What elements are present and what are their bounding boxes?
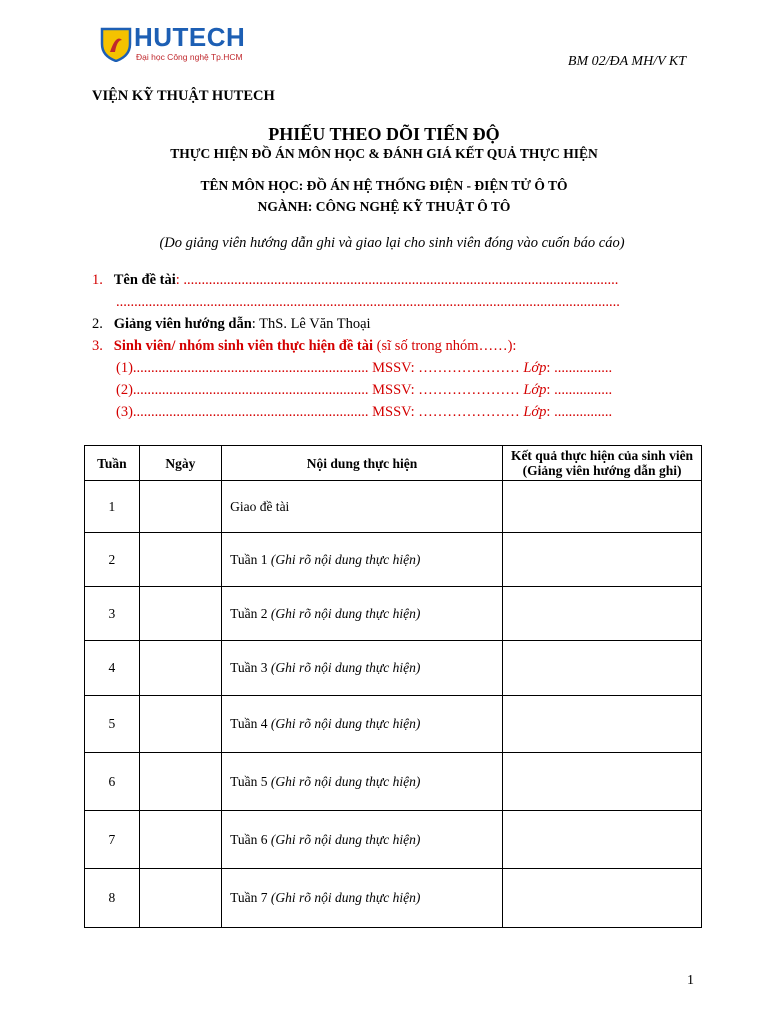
topic-label: Tên đề tài xyxy=(113,272,176,288)
student-line: (3)................................................................. MSSV: ………………… Lớp: ................ xyxy=(116,404,613,420)
date-cell[interactable] xyxy=(139,753,221,811)
table-row xyxy=(85,753,702,811)
students-hint: (sĩ số trong nhóm……): xyxy=(373,338,517,354)
student-line: (1)................................................................. MSSV: ………………… Lớp: ................ xyxy=(116,360,613,376)
advisor-label: Giảng viên hướng dẫn xyxy=(113,316,252,332)
content-cell: Tuần 2 (Ghi rõ nội dung thực hiện) xyxy=(222,587,503,641)
table-row xyxy=(85,533,702,587)
date-cell[interactable] xyxy=(139,641,221,696)
page-number: 1 xyxy=(687,973,694,988)
content-cell: Tuần 6 (Ghi rõ nội dung thực hiện) xyxy=(222,811,503,869)
content-cell: Tuần 1 (Ghi rõ nội dung thực hiện) xyxy=(222,533,503,587)
date-cell[interactable] xyxy=(139,533,221,587)
week-cell: 1 xyxy=(85,481,140,533)
page-subtitle: THỰC HIỆN ĐỒ ÁN MÔN HỌC & ĐÁNH GIÁ KẾT QUẢ THỰC HIỆN xyxy=(170,146,598,161)
content-cell: Tuần 4 (Ghi rõ nội dung thực hiện) xyxy=(222,696,503,753)
logo-text: HUTECH xyxy=(134,22,246,52)
week-cell: 2 xyxy=(85,533,140,587)
advisor-field xyxy=(92,316,371,333)
instruction-note: (Do giảng viên hướng dẫn ghi và giao lại cho sinh viên đóng vào cuốn báo cáo) xyxy=(159,235,625,251)
shield-icon xyxy=(100,26,132,62)
week-cell: 7 xyxy=(85,811,140,869)
table-row xyxy=(85,641,702,696)
hutech-logo xyxy=(100,22,260,66)
result-cell[interactable] xyxy=(503,696,702,753)
page-title: PHIẾU THEO DÕI TIẾN ĐỘ xyxy=(268,124,500,144)
form-code: BM 02/ĐA MH/V KT xyxy=(567,54,686,69)
students-field xyxy=(92,338,516,355)
date-cell[interactable] xyxy=(139,696,221,753)
student-line: (2)................................................................. MSSV: ………………… Lớp: ................ xyxy=(116,382,613,398)
header-date: Ngày xyxy=(139,446,221,481)
header-week: Tuần xyxy=(85,446,140,481)
header-content: Nội dung thực hiện xyxy=(222,446,503,481)
date-cell[interactable] xyxy=(139,481,221,533)
topic-dots-line-2: ........................................................................................................................................... xyxy=(116,294,620,310)
result-cell[interactable] xyxy=(503,481,702,533)
week-cell: 3 xyxy=(85,587,140,641)
date-cell[interactable] xyxy=(139,869,221,928)
topic-field xyxy=(92,272,618,289)
content-cell: Giao đề tài xyxy=(222,481,503,533)
content-cell: Tuần 7 (Ghi rõ nội dung thực hiện) xyxy=(222,869,503,928)
table-row xyxy=(85,811,702,869)
progress-table xyxy=(84,445,702,928)
advisor-value: : ThS. Lê Văn Thoại xyxy=(251,316,371,332)
table-row xyxy=(85,696,702,753)
table-row xyxy=(85,587,702,641)
content-cell: Tuần 3 (Ghi rõ nội dung thực hiện) xyxy=(222,641,503,696)
result-cell[interactable] xyxy=(503,753,702,811)
topic-number: 1. xyxy=(92,272,103,288)
students-label: Sinh viên/ nhóm sinh viên thực hiện đề tài xyxy=(113,338,374,354)
date-cell[interactable] xyxy=(139,811,221,869)
result-cell[interactable] xyxy=(503,811,702,869)
logo-subtitle: Đại học Công nghệ Tp.HCM xyxy=(136,52,243,62)
result-cell[interactable] xyxy=(503,587,702,641)
week-cell: 8 xyxy=(85,869,140,928)
table-row xyxy=(85,481,702,533)
content-cell: Tuần 5 (Ghi rõ nội dung thực hiện) xyxy=(222,753,503,811)
result-cell[interactable] xyxy=(503,641,702,696)
header-result: Kết quả thực hiện của sinh viên (Giảng viên hướng dẫn ghi) xyxy=(503,446,702,481)
topic-dots: : ........................................................................................................................ xyxy=(175,272,619,288)
students-number: 3. xyxy=(92,338,103,354)
week-cell: 4 xyxy=(85,641,140,696)
advisor-number: 2. xyxy=(92,316,103,332)
result-cell[interactable] xyxy=(503,869,702,928)
week-cell: 5 xyxy=(85,696,140,753)
table-row xyxy=(85,869,702,928)
week-cell: 6 xyxy=(85,753,140,811)
major-name: NGÀNH: CÔNG NGHỆ KỸ THUẬT Ô TÔ xyxy=(257,199,511,214)
course-name: TÊN MÔN HỌC: ĐỒ ÁN HỆ THỐNG ĐIỆN - ĐIỆN TỬ Ô TÔ xyxy=(200,178,568,193)
date-cell[interactable] xyxy=(139,587,221,641)
table-header-row xyxy=(85,446,702,481)
result-cell[interactable] xyxy=(503,533,702,587)
institute-name: VIỆN KỸ THUẬT HUTECH xyxy=(92,88,275,104)
